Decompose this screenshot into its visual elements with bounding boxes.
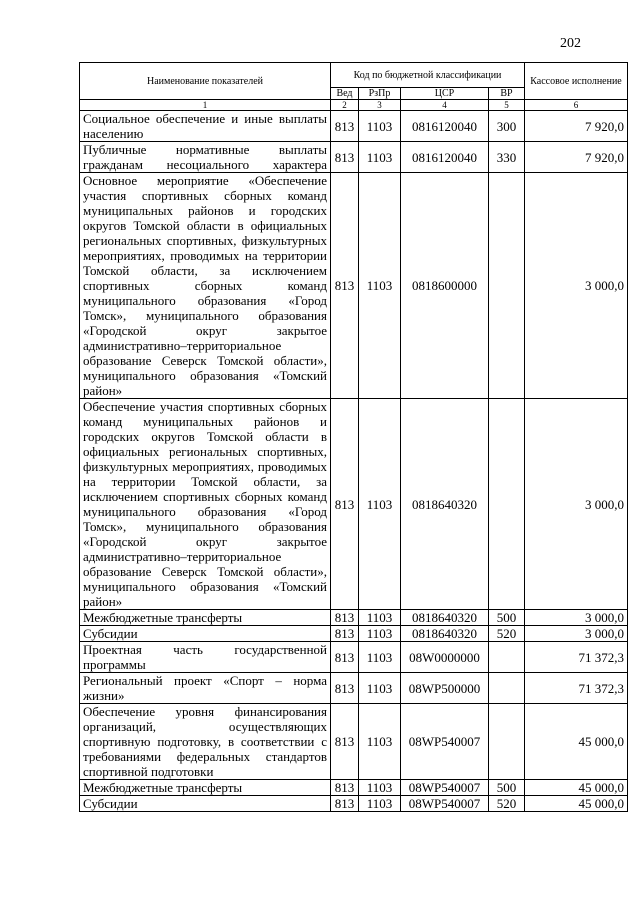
row-amount: 45 000,0 xyxy=(525,780,628,796)
row-csr: 0818640320 xyxy=(401,610,489,626)
row-vr: 300 xyxy=(489,111,525,142)
column-number-row xyxy=(80,100,628,111)
row-csr: 0818600000 xyxy=(401,173,489,399)
row-amount: 45 000,0 xyxy=(525,704,628,780)
table-body xyxy=(80,111,628,812)
row-csr: 0818640320 xyxy=(401,399,489,610)
row-ved: 813 xyxy=(331,111,359,142)
row-rzpr: 1103 xyxy=(359,626,401,642)
row-vr xyxy=(489,704,525,780)
column-number: 4 xyxy=(401,100,489,111)
table-row xyxy=(80,111,628,142)
page-number: 202 xyxy=(560,36,581,51)
row-csr: 08WP500000 xyxy=(401,673,489,704)
row-vr: 520 xyxy=(489,796,525,812)
row-name: Обеспечение уровня финансирования организаций, осуществляющих спортивную подготовку, в соответствии с требованиями федеральных стандартов спортивной подготовки xyxy=(80,704,331,780)
row-amount: 71 372,3 xyxy=(525,673,628,704)
table-row xyxy=(80,673,628,704)
row-csr: 0816120040 xyxy=(401,142,489,173)
row-ved: 813 xyxy=(331,610,359,626)
row-amount: 7 920,0 xyxy=(525,142,628,173)
column-number: 3 xyxy=(359,100,401,111)
row-rzpr: 1103 xyxy=(359,673,401,704)
row-vr: 500 xyxy=(489,610,525,626)
row-csr: 0816120040 xyxy=(401,111,489,142)
header-rzpr: РзПр xyxy=(359,88,401,100)
column-number: 1 xyxy=(80,100,331,111)
row-ved: 813 xyxy=(331,173,359,399)
row-csr: 08W0000000 xyxy=(401,642,489,673)
row-rzpr: 1103 xyxy=(359,704,401,780)
table-row xyxy=(80,610,628,626)
row-name: Проектная часть государственной программы xyxy=(80,642,331,673)
row-csr: 08WP540007 xyxy=(401,704,489,780)
row-amount: 7 920,0 xyxy=(525,111,628,142)
row-vr: 500 xyxy=(489,780,525,796)
row-ved: 813 xyxy=(331,642,359,673)
row-rzpr: 1103 xyxy=(359,111,401,142)
table-row xyxy=(80,796,628,812)
row-rzpr: 1103 xyxy=(359,796,401,812)
row-name: Региональный проект «Спорт – норма жизни» xyxy=(80,673,331,704)
row-ved: 813 xyxy=(331,142,359,173)
row-vr xyxy=(489,399,525,610)
table-row xyxy=(80,399,628,610)
row-amount: 3 000,0 xyxy=(525,610,628,626)
row-vr xyxy=(489,173,525,399)
row-ved: 813 xyxy=(331,626,359,642)
row-name: Межбюджетные трансферты xyxy=(80,780,331,796)
header-code-group: Код по бюджетной классификации xyxy=(331,63,525,88)
table-row xyxy=(80,642,628,673)
header-name: Наименование показателей xyxy=(80,63,331,100)
row-rzpr: 1103 xyxy=(359,399,401,610)
column-number: 2 xyxy=(331,100,359,111)
row-name: Субсидии xyxy=(80,796,331,812)
row-name: Субсидии xyxy=(80,626,331,642)
table-row xyxy=(80,704,628,780)
row-vr: 520 xyxy=(489,626,525,642)
row-ved: 813 xyxy=(331,399,359,610)
row-rzpr: 1103 xyxy=(359,610,401,626)
row-rzpr: 1103 xyxy=(359,173,401,399)
header-execution: Кассовое исполнение xyxy=(525,63,628,100)
row-vr xyxy=(489,673,525,704)
row-amount: 71 372,3 xyxy=(525,642,628,673)
row-ved: 813 xyxy=(331,780,359,796)
row-vr: 330 xyxy=(489,142,525,173)
column-number: 6 xyxy=(525,100,628,111)
table-row xyxy=(80,173,628,399)
row-ved: 813 xyxy=(331,796,359,812)
header-csr: ЦСР xyxy=(401,88,489,100)
row-rzpr: 1103 xyxy=(359,142,401,173)
row-amount: 3 000,0 xyxy=(525,399,628,610)
row-name: Межбюджетные трансферты xyxy=(80,610,331,626)
row-csr: 0818640320 xyxy=(401,626,489,642)
header-vr: ВР xyxy=(489,88,525,100)
row-name: Основное мероприятие «Обеспечение участия спортивных сборных команд муниципальных районов и городских округов Томской области в официальных региональных спортивных, физкультурных мероприятиях, проводимых на территории Томской области, за исключением спортивных сборных команд муниципального образования «Город Томск», муниципального образования «Городской округ закрытое административно–территориальное образование Северск Томской области», муниципального образования «Томский район» xyxy=(80,173,331,399)
row-csr: 08WP540007 xyxy=(401,796,489,812)
budget-table xyxy=(79,62,628,812)
row-name: Социальное обеспечение и иные выплаты населению xyxy=(80,111,331,142)
table-header xyxy=(80,63,628,111)
row-vr xyxy=(489,642,525,673)
row-amount: 45 000,0 xyxy=(525,796,628,812)
row-rzpr: 1103 xyxy=(359,642,401,673)
row-ved: 813 xyxy=(331,704,359,780)
row-ved: 813 xyxy=(331,673,359,704)
row-amount: 3 000,0 xyxy=(525,173,628,399)
row-name: Обеспечение участия спортивных сборных команд муниципальных районов и городских округов Томской области в официальных региональных спортивных, физкультурных мероприятиях, проводимых на территории Томской области, за исключением спортивных сборных команд муниципального образования «Город Томск», муниципального образования «Городской округ закрытое административно–территориальное образование Северск Томской области», муниципального образования «Томский район» xyxy=(80,399,331,610)
row-rzpr: 1103 xyxy=(359,780,401,796)
row-csr: 08WP540007 xyxy=(401,780,489,796)
table-row xyxy=(80,626,628,642)
table-row xyxy=(80,780,628,796)
row-name: Публичные нормативные выплаты гражданам несоциального характера xyxy=(80,142,331,173)
column-number: 5 xyxy=(489,100,525,111)
header-ved: Вед xyxy=(331,88,359,100)
table-row xyxy=(80,142,628,173)
row-amount: 3 000,0 xyxy=(525,626,628,642)
